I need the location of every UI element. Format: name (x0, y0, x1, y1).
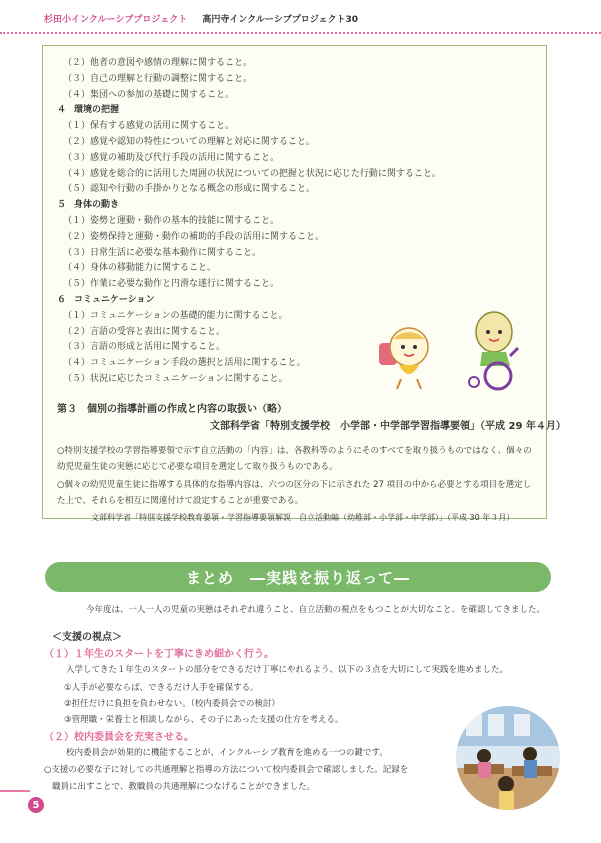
heading-text: 環境の把握 (74, 105, 120, 116)
list-item: （２）感覚や認知の特性についての理解と対応に関すること。 (63, 136, 315, 147)
point1-item-3: ③管理職・栄養士と相談しながら、その子にあった支援の仕方を考える。 (64, 715, 344, 725)
list-item: （２）姿勢保持と運動・動作の補助的手段の活用に関すること。 (63, 231, 325, 242)
note-paragraph-1: ○特別支援学校の学習指導要領で示す自立活動の「内容」は、各教科等のようにそのすべてを取り扱うものではなく、個々の幼児児童生徒の実態に応じて必要な項目を選定して取り扱うものである。 (57, 446, 532, 472)
section3-title: 第３ 個別の指導計画の作成と内容の取扱い（略） (57, 404, 287, 415)
summary-banner: まとめ ―実践を振り返って― (45, 562, 551, 592)
point1-title: （１）１年生のスタートを丁寧にきめ細かく行う。 (44, 649, 274, 660)
page-number: 5 (28, 797, 44, 813)
support-heading: ＜支援の視点＞ (52, 632, 122, 643)
mascot-girl-illustration (373, 321, 443, 391)
list-item: （３）言語の形成と活用に関すること。 (63, 342, 226, 353)
content-box (42, 45, 566, 522)
list-item: （３）自己の理解と行動の調整に関すること。 (63, 73, 253, 84)
list-item: （２）他者の意図や感情の理解に関すること。 (63, 58, 253, 68)
list-item: （１）コミュニケーションの基礎的能力に関すること。 (63, 310, 288, 321)
list-item: （５）作業に必要な動作と円滑な遂行に関すること。 (63, 279, 280, 290)
point1-item-1: ①人手が必要ならば、できるだけ人手を確保する。 (64, 683, 259, 693)
header-project-right: 高円寺インクルーシブプロジェクト30 (202, 15, 359, 25)
list-item: （４）コミュニケーション手段の選択と活用に関すること。 (63, 358, 306, 369)
list-item: （３）感覚の補助及び代行手段の活用に関すること。 (63, 152, 280, 163)
heading-text: コミュニケーション (74, 294, 155, 305)
list-item: （５）認知や行動の手掛かりとなる概念の形成に関すること。 (63, 184, 316, 195)
point1-item-2: ②担任だけに負担を負わせない。（校内委員会での検討） (64, 699, 280, 709)
point2-text-1: 校内委員会が効果的に機能することが、インクルーシブ教育を進める一つの鍵です。 (66, 748, 388, 758)
list-item: （２）言語の受容と表出に関すること。 (63, 326, 226, 337)
list-item: （１）姿勢と運動・動作の基本的技能に関すること。 (63, 215, 280, 226)
header-project-left: 杉田小インクルーシブプロジェクト (44, 15, 188, 25)
list-item: （１）保有する感覚の活用に関すること。 (63, 121, 235, 132)
summary-intro: 今年度は、一人一人の児童の実態はそれぞれ違うこと、自立活動の視点をもつことが大切なこと、を確認してきました。 (86, 605, 546, 615)
note-paragraph-2: ○個々の幼児児童生徒に指導する具体的な指導内容は、六つの区分の下に示された 27 項目の中から必要とする項目を選定した上で、それらを相互に関連付けて設定することが重要である。 (57, 480, 532, 506)
point2-text-3: 職員に出すことで、教職員の共通理解につなげることができました。 (52, 782, 316, 792)
list-item: （３）日常生活に必要な基本動作に関すること。 (63, 247, 262, 258)
list-item: （５）状況に応じたコミュニケーションに関すること。 (63, 373, 288, 384)
classroom-photo (456, 706, 560, 810)
header-dotted-rule (0, 32, 601, 34)
page-header (44, 12, 358, 25)
point2-title: （２）校内委員会を充実させる。 (44, 732, 194, 743)
list-heading (57, 103, 441, 119)
section3-source: 文部科学省「特別支援学校 小学部・中学部学習指導要領」（平成 29 年４月） (210, 421, 566, 432)
heading-number: ６ (57, 294, 67, 305)
list-item: （４）集団への参加の基礎に関すること。 (63, 89, 235, 100)
mascot-wheelchair-illustration (458, 306, 538, 391)
list-item: （４）身体の移動能力に関すること。 (63, 263, 217, 274)
citation: 文部科学省「特別支援学校教育要領・学習指導要領解説 自立活動編（幼稚部・小学部・中学部）」（平成 30 年３月） (91, 513, 515, 522)
list-heading (57, 198, 441, 214)
list-heading (57, 293, 441, 309)
point1-text: 入学してきた１年生のスタートの部分をできるだけ丁寧にやれるよう、以下の３点を大切にして実践を進めました。 (66, 665, 509, 675)
footer-accent-line (0, 790, 30, 792)
list-item: （４）感覚を総合的に活用した周囲の状況についての把握と状況に応じた行動に関すること。 (63, 168, 441, 179)
heading-number: ５ (57, 200, 67, 211)
heading-text: 身体の動き (74, 200, 120, 211)
point2-text-2: ○支援の必要な子に対しての共通理解と指導の方法について校内委員会で確認しました。記録を (44, 765, 409, 775)
heading-number: ４ (57, 105, 67, 116)
